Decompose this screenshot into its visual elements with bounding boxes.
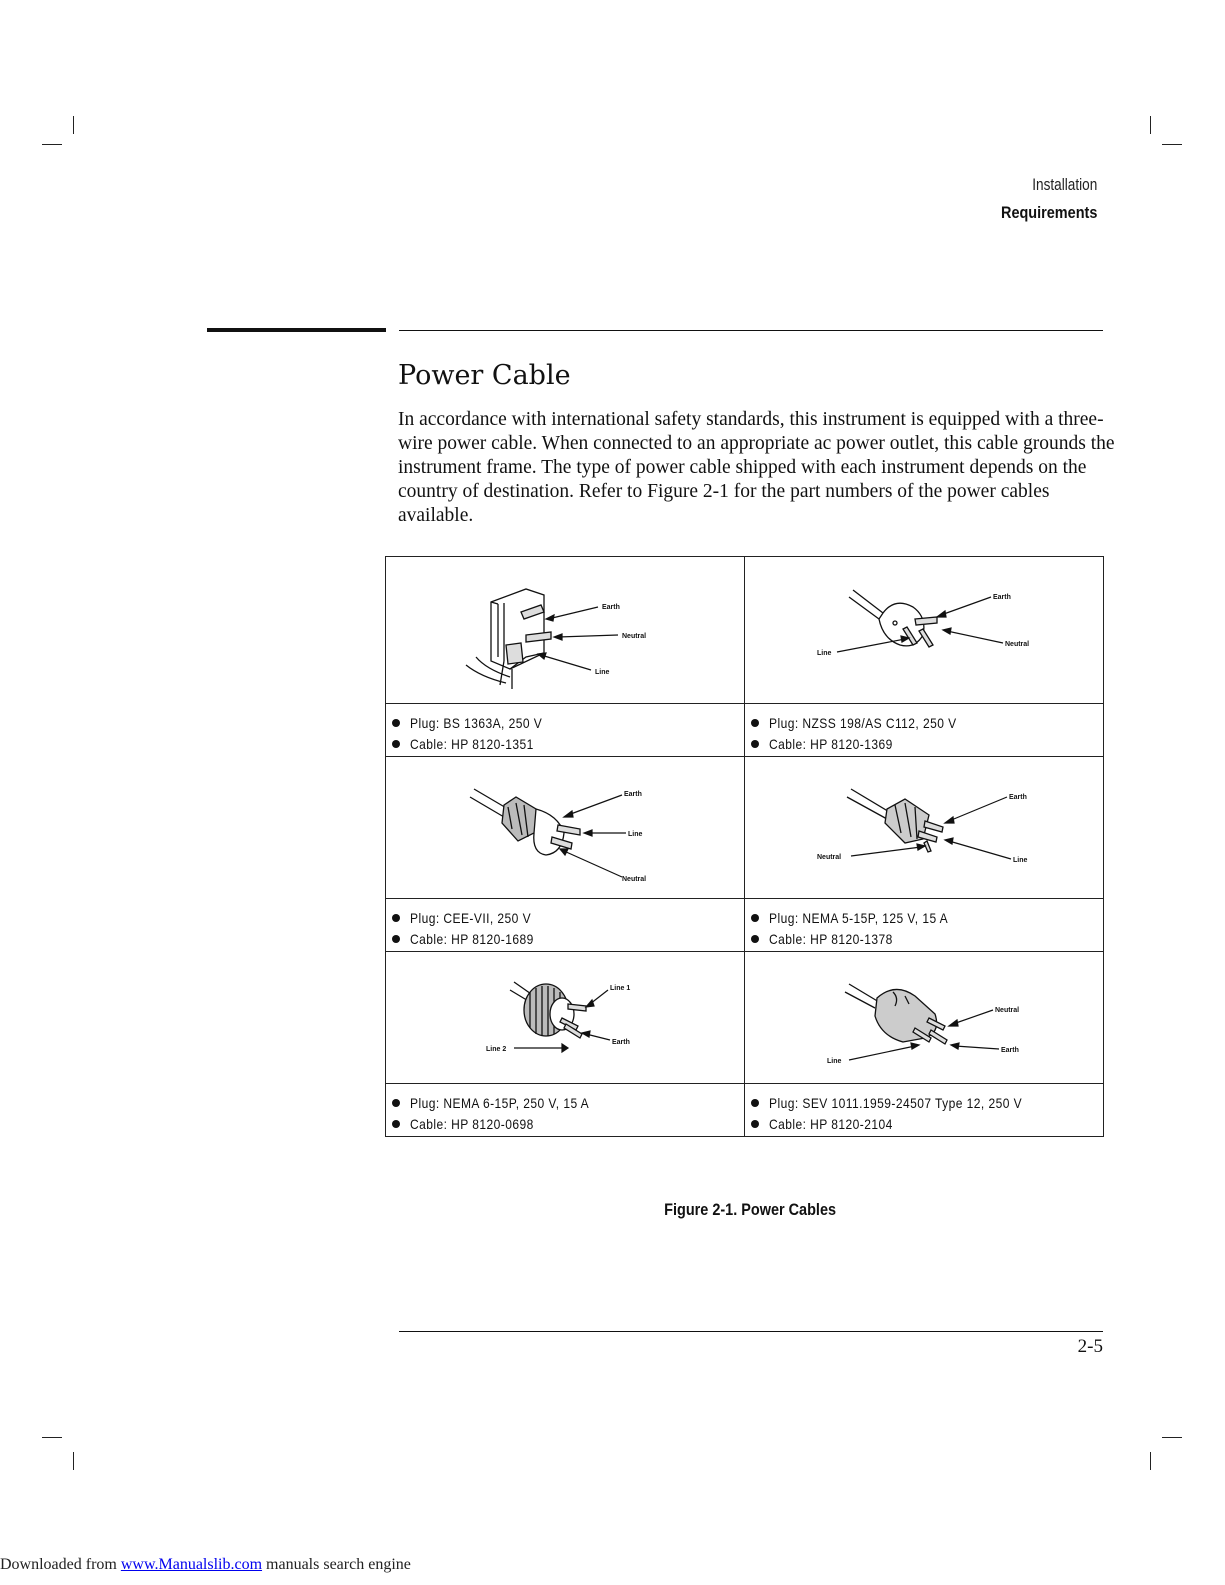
bullet-icon bbox=[751, 1120, 759, 1128]
manualslib-link[interactable]: www.Manualslib.com bbox=[120, 1556, 263, 1573]
plug-spec: Plug: NZSS 198/AS C112, 250 V bbox=[769, 714, 957, 731]
crop-mark bbox=[42, 1437, 62, 1438]
plug-spec: Plug: NEMA 6-15P, 250 V, 15 A bbox=[410, 1094, 590, 1111]
plug-image-cell bbox=[745, 952, 1104, 1084]
bs1363a-plug-illustration bbox=[386, 557, 744, 703]
label-neutral: Neutral bbox=[622, 876, 647, 883]
cable-spec-cell bbox=[745, 899, 1104, 952]
cable-spec-cell bbox=[386, 704, 745, 757]
label-neutral: Neutral bbox=[622, 633, 647, 640]
bullet-icon bbox=[392, 1120, 400, 1128]
label-earth: Earth bbox=[624, 791, 642, 798]
label-earth: Earth bbox=[1001, 1047, 1019, 1054]
sev1011-plug-illustration bbox=[745, 952, 1103, 1083]
cable-part-number: Cable: HP 8120-1378 bbox=[769, 930, 893, 947]
bullet-icon bbox=[392, 1099, 400, 1107]
footer-rule bbox=[399, 1331, 1103, 1332]
label-line: Line bbox=[628, 831, 643, 838]
cable-part-number: Cable: HP 8120-1351 bbox=[410, 735, 534, 752]
crop-mark bbox=[1162, 1437, 1182, 1438]
crop-mark bbox=[73, 1452, 74, 1470]
label-earth: Earth bbox=[1009, 794, 1027, 801]
nema515-plug-illustration bbox=[745, 757, 1103, 898]
bullet-icon bbox=[751, 1099, 759, 1107]
cable-part-number: Cable: HP 8120-0698 bbox=[410, 1115, 534, 1132]
label-earth: Earth bbox=[993, 594, 1011, 601]
crop-mark bbox=[73, 116, 74, 134]
intro-paragraph: In accordance with international safety standards, this instrument is equipped with a three-wire power cable. When connected to an appropriate ac power outlet, this cable grounds the instrument frame. The type of power cable shipped with each instrument depends on the country of destination. Refer to Figure 2-1 for the part numbers of the power cables available. bbox=[398, 409, 1115, 526]
label-line-1: Line 1 bbox=[610, 985, 631, 992]
running-header-subsection: Requirements bbox=[1000, 203, 1097, 222]
cable-part-number: Cable: HP 8120-2104 bbox=[769, 1115, 893, 1132]
label-line: Line bbox=[827, 1058, 842, 1065]
bullet-icon bbox=[392, 935, 400, 943]
cable-part-number: Cable: HP 8120-1689 bbox=[410, 930, 534, 947]
bullet-icon bbox=[392, 914, 400, 922]
bullet-icon bbox=[392, 719, 400, 727]
crop-mark bbox=[1150, 116, 1151, 134]
label-line: Line bbox=[817, 650, 832, 657]
figure-caption-text: Figure 2-1. Power Cables bbox=[664, 1200, 836, 1219]
download-footer-suffix: manuals search engine bbox=[262, 1556, 411, 1573]
download-footer-prefix: Downloaded from bbox=[0, 1556, 121, 1573]
page-title: Power Cable bbox=[398, 360, 571, 392]
cable-spec-cell bbox=[386, 899, 745, 952]
cee7-plug-illustration bbox=[386, 757, 744, 898]
label-line: Line bbox=[1013, 857, 1028, 864]
label-earth: Earth bbox=[612, 1039, 630, 1046]
bullet-icon bbox=[751, 935, 759, 943]
crop-mark bbox=[1162, 144, 1182, 145]
download-footer bbox=[0, 1556, 411, 1574]
label-line: Line bbox=[595, 669, 610, 676]
nema615-plug-illustration bbox=[386, 952, 744, 1083]
plug-image-cell bbox=[745, 757, 1104, 899]
figure-caption bbox=[0, 1200, 1225, 1220]
power-cable-figure bbox=[385, 556, 1104, 1137]
plug-image-cell bbox=[386, 952, 745, 1084]
label-line-2: Line 2 bbox=[486, 1046, 507, 1053]
page-number: 2-5 bbox=[1077, 1336, 1103, 1357]
plug-image-cell bbox=[386, 757, 745, 899]
bullet-icon bbox=[751, 740, 759, 748]
plug-spec: Plug: BS 1363A, 250 V bbox=[410, 714, 543, 731]
section-rule-thin bbox=[399, 330, 1103, 331]
nzss198-plug-illustration bbox=[745, 557, 1103, 703]
label-neutral: Neutral bbox=[995, 1007, 1020, 1014]
cable-part-number: Cable: HP 8120-1369 bbox=[769, 735, 893, 752]
cable-spec-cell bbox=[386, 1084, 745, 1137]
bullet-icon bbox=[751, 914, 759, 922]
bullet-icon bbox=[751, 719, 759, 727]
plug-spec: Plug: NEMA 5-15P, 125 V, 15 A bbox=[769, 909, 949, 926]
label-neutral: Neutral bbox=[1005, 641, 1030, 648]
label-neutral: Neutral bbox=[817, 854, 842, 861]
cable-spec-cell bbox=[745, 1084, 1104, 1137]
plug-image-cell bbox=[386, 557, 745, 704]
plug-spec: Plug: SEV 1011.1959-24507 Type 12, 250 V bbox=[769, 1094, 1023, 1111]
plug-image-cell bbox=[745, 557, 1104, 704]
bullet-icon bbox=[392, 740, 400, 748]
crop-mark bbox=[42, 144, 62, 145]
crop-mark bbox=[1150, 1452, 1151, 1470]
running-header-section: Installation bbox=[1031, 175, 1097, 194]
label-earth: Earth bbox=[602, 604, 620, 611]
plug-spec: Plug: CEE-VII, 250 V bbox=[410, 909, 532, 926]
section-rule-thick bbox=[207, 328, 386, 332]
cable-spec-cell bbox=[745, 704, 1104, 757]
